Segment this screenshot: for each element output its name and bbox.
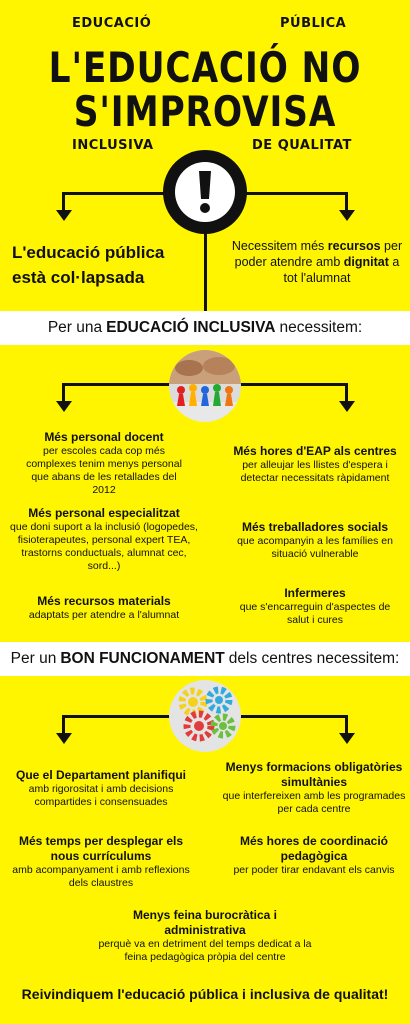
need-less-bureaucracy: Menys feina burocràtica i administrativa perquè va en detriment del temps dedicat a la feina pedagògica pròpia del centre (98, 908, 312, 963)
footer-slogan: Reivindiquem l'educació pública i inclusiva de qualitat! (21, 986, 389, 1002)
arrow-down-icon (56, 733, 72, 745)
arrow-down-icon (339, 401, 355, 413)
need-more-teachers: Més personal docent per escoles cada cop més complexes tenim menys personal que abans de les retallades del 2012 (26, 430, 182, 496)
need-fewer-trainings: Menys formacions obligatòries simultànies que interfereixen amb les programades per cada centre (222, 760, 406, 815)
arrow-down-icon (56, 401, 72, 413)
main-title-line1: L'EDUCACIÓ NO (48, 43, 362, 92)
intro-left-line2: està col·lapsada (12, 268, 145, 287)
need-specialized-staff: Més personal especialitzat que doni suport a la inclusió (logopedes, fisioterapeutes, personal expert TEA, trastorns conductuals, alumnat cec, sord...) (10, 506, 198, 572)
connector-vertical-1 (204, 230, 207, 312)
intro-right-text: Necessitem més recursos per poder atendre amb dignitat a tot l'alumnat (231, 239, 403, 285)
arrow-down-icon (339, 733, 355, 745)
arrow-down-icon (56, 210, 72, 222)
section-band-inclusive: Per una EDUCACIÓ INCLUSIVA necessitem: (0, 311, 410, 345)
arrow-down-icon (339, 210, 355, 222)
tag-inclusiva: INCLUSIVA (72, 138, 154, 153)
exclamation-icon (163, 150, 247, 234)
need-social-workers: Més treballadores socials que acompanyin a les famílies en situació vulnerable (237, 520, 393, 560)
main-title-line2: S'IMPROVISA (73, 87, 337, 136)
need-coordination-hours: Més hores de coordinació pedagògica per poder tirar endavant els canvis (233, 834, 395, 876)
intro-left-line1: L'educació pública (12, 243, 165, 262)
tag-qualitat: DE QUALITAT (252, 138, 352, 153)
need-material-resources: Més recursos materials adaptats per atendre a l'alumnat (28, 594, 180, 621)
tag-publica: PÚBLICA (280, 16, 347, 31)
need-eap-hours: Més hores d'EAP als centres per alleujar les llistes d'espera i detectar necessitats ràpidament (233, 444, 397, 484)
need-department-planning: Que el Departament planifiqui amb rigorositat i amb decisions compartides i consensuades (15, 768, 187, 808)
pawns-photo (169, 350, 241, 422)
need-nurses: Infermeres que s'encarreguin d'aspectes de salut i cures (239, 586, 391, 626)
gears-photo (169, 680, 241, 752)
need-curriculum-time: Més temps per desplegar els nous currículums amb acompanyament i amb reflexions dels claustres (12, 834, 190, 889)
section-band-functioning: Per un BON FUNCIONAMENT dels centres necessitem: (0, 642, 410, 676)
tag-educacio: EDUCACIÓ (72, 16, 152, 31)
